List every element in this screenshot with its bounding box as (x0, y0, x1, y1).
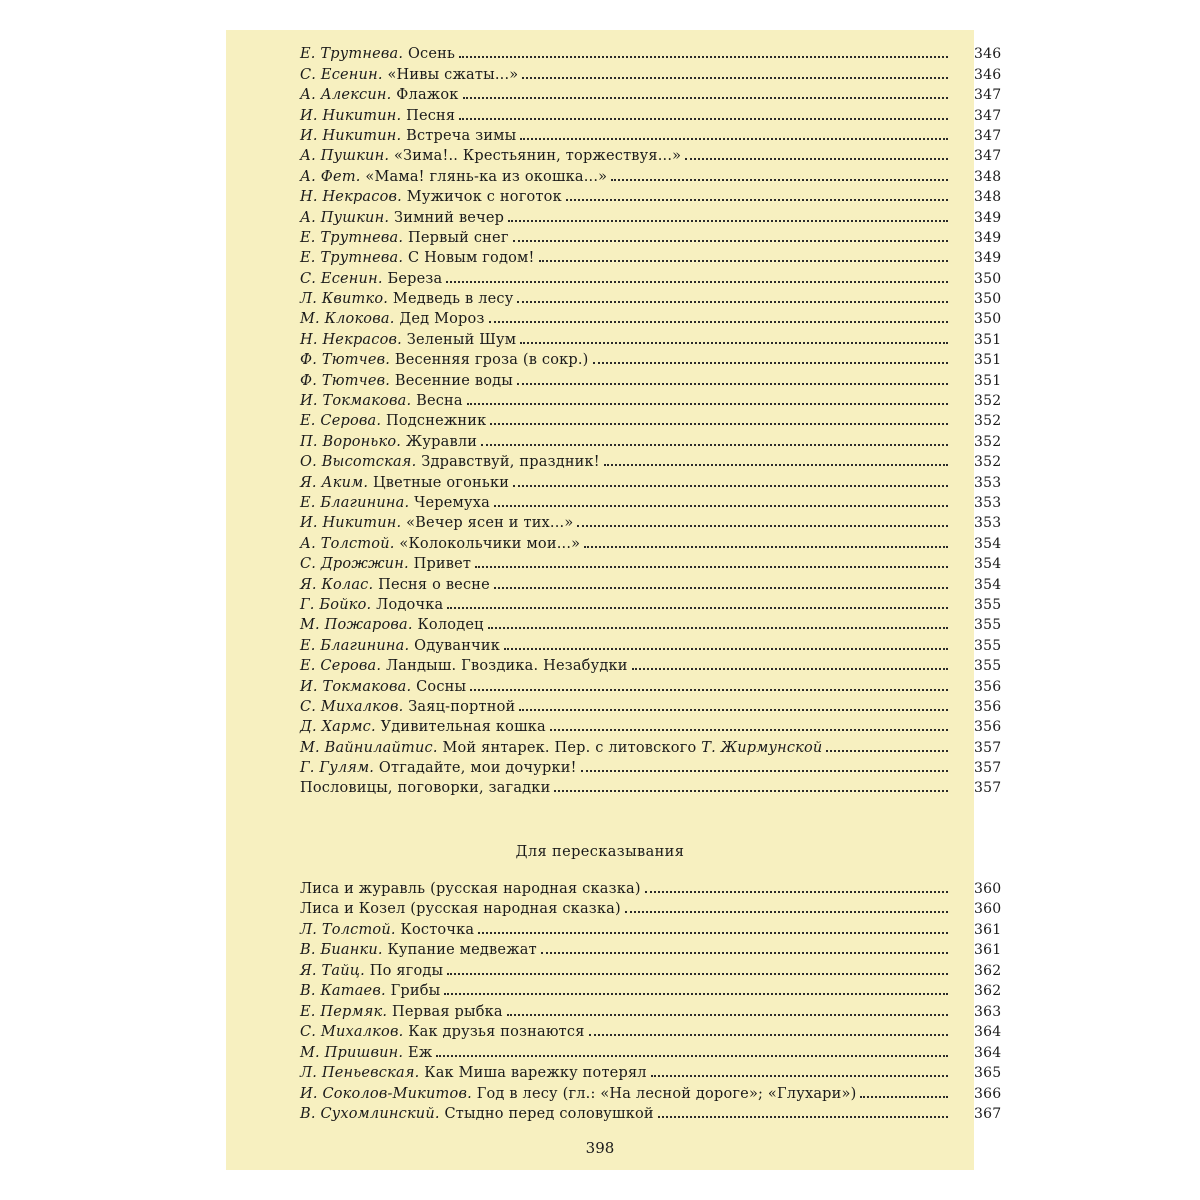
toc-row (300, 429, 1000, 449)
toc-entry (300, 67, 518, 83)
toc-author: Е. Благинина. (300, 637, 410, 654)
toc-title: Мой янтарек. Пер. с литовского (442, 739, 697, 756)
toc-title: Удивительная кошка (380, 719, 546, 736)
toc-row (300, 715, 1000, 735)
toc-title: Журавли (405, 433, 478, 450)
toc-title: Мужичок с ноготок (406, 189, 562, 206)
toc-author: И. Никитин. (300, 127, 402, 144)
toc-title: Как друзья познаются (408, 1024, 585, 1040)
toc-author: Е. Пермяк. (300, 1003, 388, 1020)
toc-leader-dots (554, 786, 948, 792)
toc-author: А. Толстой. (300, 535, 395, 552)
toc-title: Лодочка (376, 596, 444, 613)
toc-author: Д. Хармс. (300, 719, 376, 736)
toc-leader-dots (447, 603, 948, 609)
toc-page-number: 350 (974, 311, 1002, 328)
section-title: Для пересказывания (515, 844, 685, 860)
toc-author: М. Вайнилайтис. (300, 739, 438, 756)
toc-page-number: 352 (974, 413, 1002, 430)
toc-title: Первая рыбка (392, 1003, 503, 1020)
toc-author: Л. Пеньевская. (300, 1065, 420, 1081)
toc-title: Зимний вечер (393, 209, 505, 226)
toc-title: Береза (387, 270, 443, 287)
toc-entry (300, 679, 466, 695)
toc-author: М. Пожарова. (300, 617, 413, 634)
toc-page-number: 356 (974, 698, 1002, 715)
toc-entry (300, 901, 621, 917)
toc-title: Отгадайте, мои дочурки! (378, 760, 577, 777)
toc-title: Осень (407, 46, 456, 63)
toc-title: Флажок (396, 87, 459, 104)
toc-entry (300, 1086, 856, 1102)
toc-row (300, 307, 1000, 327)
toc-entry (300, 515, 573, 531)
toc-leader-dots (463, 93, 948, 99)
toc-author: В. Сухомлинский. (300, 1106, 440, 1122)
toc-title: Сосны (416, 678, 467, 695)
toc-author: И. Никитин. (300, 515, 402, 532)
toc-row (300, 42, 1000, 62)
toc-author: Н. Некрасов. (300, 189, 402, 206)
toc-title: Как Миша варежку потерял (424, 1065, 647, 1081)
toc-entry (300, 577, 490, 593)
toc-page-number: 349 (974, 229, 1002, 246)
toc-entry (300, 169, 607, 185)
toc-author: Е. Трутнева. (300, 46, 404, 63)
toc-leader-dots (436, 1051, 948, 1057)
toc-entry (300, 148, 681, 164)
toc-leader-dots (446, 277, 948, 283)
toc-author: С. Есенин. (300, 66, 383, 83)
toc-row (300, 897, 1000, 918)
toc-row (300, 1040, 1000, 1061)
toc-row (300, 287, 1000, 307)
toc-row (300, 103, 1000, 123)
toc-row (300, 1061, 1000, 1082)
toc-row (300, 327, 1000, 347)
toc-title: Колодец (417, 617, 484, 634)
toc-page-number: 355 (974, 637, 1002, 654)
toc-entry (300, 597, 443, 613)
toc-page-number: 346 (974, 46, 1002, 63)
toc-row (300, 83, 1000, 103)
toc-entry (300, 454, 600, 470)
toc-row (300, 613, 1000, 633)
toc-entry (300, 658, 628, 674)
toc-leader-dots (584, 542, 948, 548)
toc-leader-dots (651, 1071, 948, 1077)
toc-author: А. Фет. (300, 168, 361, 185)
toc-leader-dots (589, 1030, 948, 1036)
toc-title: Еж (408, 1044, 433, 1061)
toc-author: М. Клокова. (300, 311, 395, 328)
toc-entry (300, 1004, 503, 1020)
book-page (226, 30, 1002, 1170)
toc-author: Л. Квитко. (300, 291, 389, 308)
toc-title: Медведь в лесу (392, 291, 514, 308)
toc-author: С. Дрожжин. (300, 556, 409, 573)
toc-title: Заяц-портной (408, 698, 516, 715)
toc-entry (300, 1045, 432, 1061)
toc-title: Весенняя гроза (в сокр.) (394, 352, 589, 369)
toc-leader-dots (520, 338, 948, 344)
toc-page-number: 349 (974, 209, 1002, 226)
toc-author: Е. Серова. (300, 658, 382, 675)
toc-page-number: 362 (974, 983, 1002, 999)
toc-row (300, 124, 1000, 144)
toc-author: Е. Благинина. (300, 494, 410, 511)
toc-entry (300, 46, 455, 62)
toc-entry (300, 780, 550, 796)
toc-leader-dots (459, 52, 948, 58)
toc-page-number: 366 (974, 1085, 1002, 1102)
toc-entry (300, 393, 463, 409)
toc-entry (300, 291, 513, 307)
toc-leader-dots (685, 154, 948, 160)
toc-row (300, 226, 1000, 246)
toc-page-number: 364 (974, 1044, 1002, 1061)
toc-leader-dots (490, 419, 948, 425)
toc-title: Лиса и журавль (русская народная сказка) (300, 880, 641, 897)
toc-author: Е. Серова. (300, 413, 382, 430)
toc-title: «Нивы сжаты...» (387, 66, 519, 83)
toc-author: Я. Колас. (300, 576, 374, 593)
toc-entry (300, 1065, 647, 1081)
toc-leader-dots (447, 969, 948, 975)
toc-row (300, 62, 1000, 82)
toc-title: «Колокольчики мои...» (399, 535, 581, 552)
toc-author: И. Токмакова. (300, 678, 412, 695)
toc-page-number: 348 (974, 189, 1002, 206)
toc-page-number: 353 (974, 494, 1002, 511)
toc-page-number: 356 (974, 678, 1002, 695)
toc-leader-dots (488, 623, 948, 629)
toc-page-number: 357 (974, 780, 1002, 797)
toc-title: Песня о весне (378, 576, 490, 593)
toc-row (300, 246, 1000, 266)
toc-entry (300, 699, 515, 715)
toc-row (300, 185, 1000, 205)
toc-row (300, 1020, 1000, 1041)
toc-leader-dots (604, 460, 948, 466)
toc-page-number: 352 (974, 454, 1002, 471)
toc-entry (300, 881, 641, 897)
toc-title: Стыдно перед соловушкой (444, 1106, 654, 1122)
toc-author: Е. Трутнева. (300, 250, 404, 267)
toc-author: Ф. Тютчев. (300, 372, 391, 389)
toc-author: Я. Аким. (300, 474, 369, 491)
toc-leader-dots (517, 379, 948, 385)
toc-title: С Новым годом! (407, 250, 535, 267)
toc-row (300, 491, 1000, 511)
toc-entry (300, 271, 442, 287)
toc-leader-dots (593, 358, 948, 364)
toc-title: «Вечер ясен и тих...» (406, 515, 574, 532)
toc-page-number: 357 (974, 739, 1002, 756)
toc-leader-dots (481, 440, 948, 446)
toc-entry (300, 413, 486, 429)
toc-title: Здравствуй, праздник! (421, 454, 600, 471)
toc-row (300, 1102, 1000, 1123)
toc-entry (300, 922, 474, 938)
toc-row (300, 409, 1000, 429)
toc-entry (300, 189, 562, 205)
toc-page-number: 351 (974, 331, 1002, 348)
toc-author: Е. Трутнева. (300, 229, 404, 246)
toc-page-number: 356 (974, 719, 1002, 736)
toc-leader-dots (566, 195, 948, 201)
toc-page-number: 347 (974, 87, 1002, 104)
toc-leader-dots (467, 399, 948, 405)
toc-page-number: 365 (974, 1065, 1002, 1081)
toc-title: Песня (406, 107, 456, 124)
toc-leader-dots (504, 644, 948, 650)
toc-leader-dots (508, 216, 948, 222)
toc-page-number: 360 (974, 901, 1002, 917)
toc-author: А. Пушкин. (300, 209, 390, 226)
toc-row (300, 979, 1000, 1000)
toc-page-number: 367 (974, 1106, 1002, 1122)
toc-author: И. Токмакова. (300, 393, 412, 410)
toc-row (300, 633, 1000, 653)
toc-entry (300, 434, 477, 450)
toc-row (300, 958, 1000, 979)
toc-row (300, 266, 1000, 286)
toc-entry (300, 1024, 585, 1040)
toc-row (300, 938, 1000, 959)
toc-entry (300, 210, 504, 226)
toc-entry (300, 230, 509, 246)
toc-page-number: 357 (974, 760, 1002, 777)
toc-title: Ландыш. Гвоздика. Незабудки (386, 658, 628, 675)
toc-author: Г. Бойко. (300, 596, 372, 613)
toc-title: «Мама! глянь-ка из окошка...» (365, 168, 608, 185)
toc-row (300, 511, 1000, 531)
toc-leader-dots (494, 501, 948, 507)
toc-title: Зеленый Шум (406, 331, 517, 348)
toc-leader-dots (444, 989, 948, 995)
toc-page-number: 350 (974, 270, 1002, 287)
toc-page-number: 361 (974, 921, 1002, 938)
toc-title: Встреча зимы (406, 127, 517, 144)
toc-leader-dots (513, 236, 948, 242)
toc-leader-dots (860, 1092, 948, 1098)
toc-page-number: 353 (974, 474, 1002, 491)
toc-leader-dots (494, 583, 948, 589)
page-number: 398 (585, 1139, 615, 1157)
toc-row (300, 876, 1000, 897)
toc-page-number: 349 (974, 250, 1002, 267)
toc-entry (300, 617, 484, 633)
toc-row (300, 531, 1000, 551)
toc-leader-dots (459, 114, 948, 120)
toc-leader-dots (625, 907, 948, 913)
toc-page-number: 351 (974, 352, 1002, 369)
toc-author: М. Пришвин. (300, 1044, 404, 1061)
toc-row (300, 695, 1000, 715)
toc-author: И. Никитин. (300, 107, 402, 124)
toc-entry (300, 719, 546, 735)
toc-row (300, 674, 1000, 694)
toc-row (300, 389, 1000, 409)
toc-leader-dots (470, 685, 948, 691)
toc-page-number: 364 (974, 1024, 1002, 1040)
toc-entry (300, 963, 443, 979)
toc-page-number: 361 (974, 942, 1002, 958)
toc-row (300, 654, 1000, 674)
toc-title: Одуванчик (414, 637, 501, 654)
toc-author: А. Пушкин. (300, 148, 390, 165)
toc-entry (300, 556, 471, 572)
toc-leader-dots (539, 256, 948, 262)
toc-author: Я. Тайц. (300, 962, 365, 979)
toc-leader-dots (517, 297, 948, 303)
toc-entry (300, 250, 535, 266)
toc-row (300, 572, 1000, 592)
toc-title: По ягоды (369, 962, 444, 979)
toc-entry (300, 1106, 654, 1122)
toc-leader-dots (522, 73, 948, 79)
toc-row (300, 552, 1000, 572)
toc-leader-dots (645, 887, 948, 893)
toc-entry (300, 536, 580, 552)
toc-row (300, 593, 1000, 613)
toc-entry (300, 128, 516, 144)
toc-entry (300, 983, 440, 999)
toc-author: Н. Некрасов. (300, 331, 402, 348)
toc-title: Пословицы, поговорки, загадки (300, 780, 551, 797)
toc-leader-dots (507, 1010, 948, 1016)
toc-title: Весенние воды (394, 372, 513, 389)
toc-entry (300, 740, 822, 756)
toc-row (300, 470, 1000, 490)
table-of-contents-retelling (300, 876, 1000, 1122)
toc-author: В. Катаев. (300, 983, 386, 999)
toc-page-number: 354 (974, 576, 1002, 593)
toc-author: Г. Гулям. (300, 760, 375, 777)
toc-entry (300, 638, 500, 654)
toc-row (300, 164, 1000, 184)
toc-author: А. Алексин. (300, 87, 392, 104)
toc-leader-dots (520, 134, 948, 140)
toc-row (300, 735, 1000, 755)
toc-row (300, 917, 1000, 938)
toc-title: Грибы (390, 983, 441, 999)
toc-entry (300, 942, 537, 958)
toc-leader-dots (581, 766, 948, 772)
toc-row (300, 368, 1000, 388)
toc-leader-dots (519, 705, 948, 711)
toc-leader-dots (478, 928, 948, 934)
toc-page-number: 355 (974, 617, 1002, 634)
toc-entry (300, 495, 490, 511)
toc-title: Цветные огоньки (372, 474, 510, 491)
toc-leader-dots (475, 562, 948, 568)
toc-author: О. Высотская. (300, 454, 417, 471)
toc-page-number: 347 (974, 148, 1002, 165)
toc-title: Год в лесу (гл.: «На лесной дороге»; «Глухари») (476, 1085, 857, 1102)
toc-entry (300, 87, 459, 103)
toc-entry (300, 475, 509, 491)
toc-author: С. Михалков. (300, 1024, 404, 1040)
toc-title: «Зима!.. Крестьянин, торжествуя...» (393, 148, 682, 165)
toc-page-number: 360 (974, 880, 1002, 897)
toc-page-number: 362 (974, 962, 1002, 979)
toc-author: С. Есенин. (300, 270, 383, 287)
toc-leader-dots (658, 1112, 948, 1118)
toc-page-number: 354 (974, 535, 1002, 552)
toc-page-number: 348 (974, 168, 1002, 185)
toc-title-italic: Т. Жирмунской (701, 739, 823, 756)
toc-page-number: 352 (974, 433, 1002, 450)
toc-row (300, 348, 1000, 368)
toc-title: Косточка (400, 921, 475, 938)
toc-entry (300, 373, 513, 389)
toc-leader-dots (632, 664, 948, 670)
toc-title: Весна (416, 393, 463, 410)
toc-author: С. Михалков. (300, 698, 404, 715)
toc-author: Ф. Тютчев. (300, 352, 391, 369)
toc-page-number: 353 (974, 515, 1002, 532)
table-of-contents (300, 42, 1000, 796)
toc-page-number: 355 (974, 658, 1002, 675)
toc-leader-dots (489, 317, 948, 323)
toc-row (300, 776, 1000, 796)
toc-row (300, 1081, 1000, 1102)
toc-title: Лиса и Козел (русская народная сказка) (300, 901, 621, 917)
toc-entry (300, 352, 589, 368)
toc-leader-dots (513, 481, 948, 487)
toc-row (300, 756, 1000, 776)
toc-leader-dots (541, 948, 948, 954)
toc-author: П. Воронько. (300, 433, 402, 450)
toc-title: Привет (413, 556, 472, 573)
toc-leader-dots (826, 746, 948, 752)
toc-title: Купание медвежат (387, 942, 537, 958)
toc-author: Л. Толстой. (300, 921, 396, 938)
toc-title: Подснежник (386, 413, 487, 430)
toc-leader-dots (550, 725, 948, 731)
toc-leader-dots (611, 175, 948, 181)
toc-page-number: 355 (974, 596, 1002, 613)
toc-entry (300, 108, 455, 124)
toc-author: В. Бианки. (300, 942, 383, 958)
toc-title: Черемуха (414, 494, 490, 511)
toc-row (300, 205, 1000, 225)
toc-page-number: 346 (974, 66, 1002, 83)
toc-page-number: 351 (974, 372, 1002, 389)
toc-title: Первый снег (407, 229, 509, 246)
toc-page-number: 363 (974, 1003, 1002, 1020)
toc-row (300, 144, 1000, 164)
toc-author: И. Соколов-Микитов. (300, 1085, 472, 1102)
toc-leader-dots (577, 521, 948, 527)
toc-row (300, 999, 1000, 1020)
toc-entry (300, 760, 577, 776)
toc-page-number: 350 (974, 291, 1002, 308)
toc-page-number: 352 (974, 393, 1002, 410)
toc-page-number: 347 (974, 107, 1002, 124)
toc-row (300, 450, 1000, 470)
toc-title: Дед Мороз (399, 311, 485, 328)
toc-page-number: 347 (974, 127, 1002, 144)
toc-page-number: 354 (974, 556, 1002, 573)
toc-entry (300, 332, 516, 348)
toc-entry (300, 311, 485, 327)
